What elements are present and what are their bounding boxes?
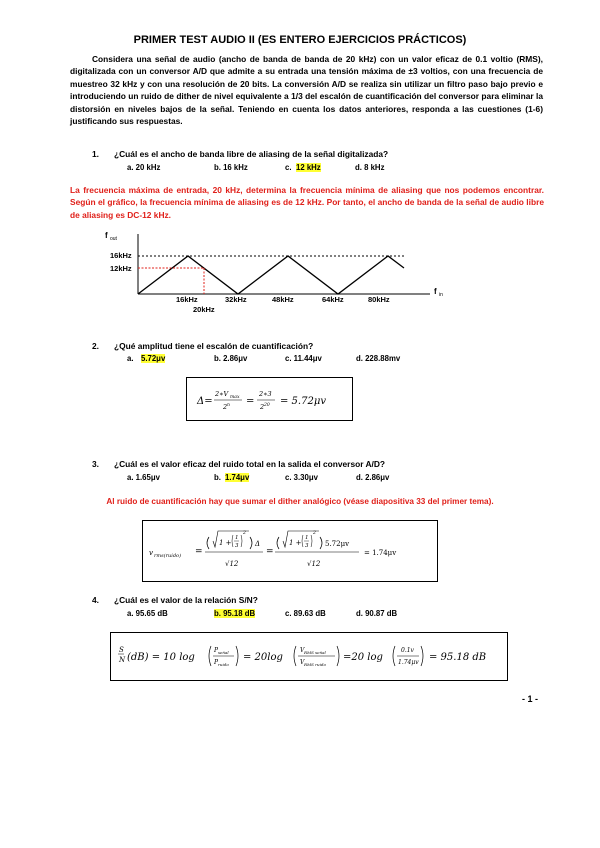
f4-p1-sub: señal (218, 650, 229, 655)
question-1-number: 1. (92, 149, 99, 159)
x-tick-80k: 80kHz (368, 295, 390, 304)
f2-den2: 2 (260, 403, 265, 411)
f3-lhs-sub: rms(ruido) (154, 553, 182, 559)
f2-num1-sub: max (230, 395, 240, 400)
y-tick-12k: 12kHz (110, 264, 132, 273)
f4-v2-sub: RMS ruido (304, 662, 326, 667)
f4-lhs-den: N (119, 656, 126, 664)
f3-sq-b: 2 (313, 531, 316, 536)
svg-text:=: = (195, 547, 203, 557)
q2-option-c: c. 11.44μv (285, 354, 322, 363)
f4-n: 0.1v (401, 647, 414, 654)
x-tick-64k: 64kHz (322, 295, 344, 304)
page-number: - 1 - (522, 694, 539, 704)
f2-result: = 5.72μv (280, 396, 326, 407)
page-title: PRIMER TEST AUDIO II (ES ENTERO EJERCICIOS PRÁCTICOS) (133, 34, 467, 46)
f4-result: = 95.18 dB (429, 652, 487, 663)
q2-option-a-answer: 5.72μv (141, 354, 166, 363)
f3-one-b: 1 + (289, 539, 302, 547)
f4-v1: V (300, 647, 305, 654)
q1-option-a: a. 20 kHz (127, 163, 161, 172)
x-tick-32k: 32kHz (225, 295, 247, 304)
y-tick-16k: 16kHz (110, 251, 132, 260)
f2-num1: 2∗V (215, 390, 229, 398)
q3-option-b-answer: 1.74μv (225, 473, 250, 482)
f4-mid: = 20log (243, 652, 283, 663)
x-axis-label-sub: in (439, 292, 443, 298)
q2-option-a-label: a. (127, 354, 134, 363)
y-axis-label: f (105, 231, 108, 240)
intro-paragraph: Considera una señal de audio (ancho de banda de banda de 20 kHz) con un valor eficaz de 0.1 voltio (RMS), digitalizada con un conversor A/D que admite a su entrada una tensión máxima de ±3 voltios, con una frecuencia de muestreo 32 kHz y con una resolución de 20 bits. La conversión A/D se realiza sin utilizar un filtro paso bajo previo e introduciendo un ruido de dither de nivel equivalente a 1/3 del escalón de cuantificación del conversor para eliminar la distorsión en niveles bajos de la señal. Teniendo en cuenta los datos anteriores, responda a las cuestiones (1-6) justificando sus respuestas. (70, 54, 543, 127)
x-tick-20k: 20kHz (193, 305, 215, 314)
question-2-text: ¿Qué amplitud tiene el escalón de cuantificación? (114, 341, 314, 351)
f4-lhs: S (119, 646, 124, 654)
f4-p2: P (214, 659, 219, 666)
f4-v2: V (300, 659, 305, 666)
f3-three-a: 3 (235, 543, 239, 549)
question-4-text: ¿Cuál es el valor de la relación S/N? (114, 595, 258, 605)
f2-num2: 2∗3 (259, 390, 272, 398)
q4-option-b-answer: b. 95.18 dB (214, 609, 256, 618)
f2-den1-sup: n (227, 403, 230, 408)
question-2 (92, 341, 313, 351)
f4-db: (dB) = 10 log (127, 652, 195, 663)
f3-third-a: 1 (235, 535, 239, 541)
q3-option-b-label: b. (214, 473, 221, 482)
q2-option-b: b. 2.86μv (214, 354, 248, 363)
question-4-number: 4. (92, 595, 99, 605)
question-3 (92, 459, 385, 469)
svg-text:=: = (266, 547, 274, 557)
formula-noise-rms (142, 520, 438, 582)
q4-option-d: d. 90.87 dB (356, 609, 398, 618)
q3-option-d: d. 2.86μv (356, 473, 390, 482)
q1-option-c-label: c. (285, 163, 292, 172)
formula-quant-step-svg (187, 378, 352, 420)
f3-sq-a: 2 (243, 531, 246, 536)
formula-quant-step (186, 377, 353, 421)
formula-snr (110, 632, 508, 681)
question-1 (92, 149, 388, 159)
q1-option-c-answer: 12 kHz (296, 163, 321, 172)
q1-option-d: d. 8 kHz (355, 163, 385, 172)
q1-option-b: b. 16 kHz (214, 163, 248, 172)
f4-d: 1.74μv (398, 659, 419, 666)
f3-three-b: 3 (305, 543, 309, 549)
formula-noise-rms-svg (143, 521, 437, 581)
f3-third-b: 1 (305, 535, 309, 541)
q3-option-a: a. 1.65μv (127, 473, 160, 482)
f4-v1-sub: RMS señal (304, 650, 326, 655)
f3-sqrt12-a: √12 (225, 560, 239, 568)
f3-sqrt12-b: √12 (307, 560, 321, 568)
q3-option-c: c. 3.30μv (285, 473, 318, 482)
f3-step: 5.72μv (325, 540, 350, 548)
q4-option-c: c. 89.63 dB (285, 609, 326, 618)
q4-option-a: a. 95.65 dB (127, 609, 168, 618)
f4-p1: P (214, 647, 219, 654)
f2-den2-sup: 20 (264, 403, 270, 408)
q1-explanation: La frecuencia máxima de entrada, 20 kHz, determina la frecuencia mínima de aliasing que nos podemos encontrar. Según el gráfico, la frecuencia mínima de aliasing es de 12 kHz. Por tanto, el ancho de banda de la señal de audio libre de aliasing es DC-12 kHz. (70, 185, 544, 220)
question-1-text: ¿Cuál es el ancho de banda libre de aliasing de la señal digitalizada? (114, 149, 389, 159)
y-axis-label-sub: out (110, 236, 117, 242)
f3-one-a: 1 + (219, 539, 232, 547)
x-tick-48k: 48kHz (272, 295, 294, 304)
alias-fold-line (138, 256, 404, 294)
formula-snr-svg (111, 633, 507, 680)
question-4 (92, 595, 258, 605)
f2-den1: 2 (223, 403, 228, 411)
f2-delta: Δ= (197, 396, 213, 407)
q2-option-d: d. 228.88mv (356, 354, 401, 363)
f4-eq2: =20 log (343, 652, 383, 663)
question-3-number: 3. (92, 459, 99, 469)
question-2-number: 2. (92, 341, 99, 351)
q3-explanation: Al ruido de cuantificación hay que sumar el dither analógico (véase diapositiva 33 del primer tema). (106, 497, 494, 506)
f3-delta: Δ (255, 540, 261, 548)
question-3-text: ¿Cuál es el valor eficaz del ruido total en la salida el conversor A/D? (114, 459, 386, 469)
f3-result: = 1.74μv (364, 549, 397, 557)
aliasing-chart (100, 222, 450, 317)
x-axis-label: f (434, 287, 437, 296)
f2-eq: = (246, 396, 255, 407)
x-tick-16k: 16kHz (176, 295, 198, 304)
f3-lhs: v (149, 549, 153, 557)
f4-p2-sub: ruido (218, 662, 229, 667)
